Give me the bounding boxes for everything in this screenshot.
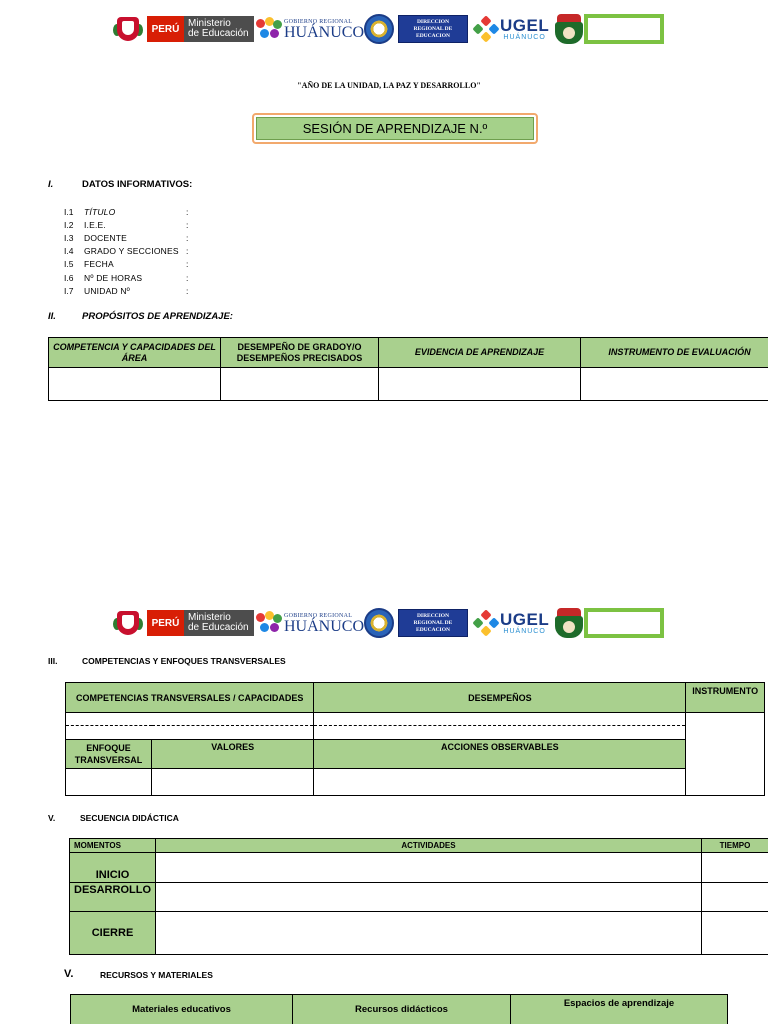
peru-logo: PERÚ: [147, 16, 184, 42]
cell-desempeno[interactable]: [221, 368, 379, 401]
ministerio-educacion-logo: Ministerio de Educación: [184, 16, 254, 42]
cell-evidencia[interactable]: [379, 368, 581, 401]
header-enfoque-transversal: ENFOQUE TRANSVERSAL: [66, 740, 152, 769]
info-row-iee: I.2 I.E.E. :: [64, 219, 189, 230]
info-row-fecha: I.5 FECHA :: [64, 259, 189, 270]
cell-enfoque[interactable]: [66, 769, 152, 796]
cell-inicio-actividades[interactable]: [156, 853, 702, 883]
cell-competencia[interactable]: [49, 368, 221, 401]
section-1-title: DATOS INFORMATIVOS:: [82, 179, 193, 190]
header-desempeno: DESEMPEÑO DE GRADOY/O DESEMPEÑOS PRECISADOS: [221, 338, 379, 368]
info-row-horas: I.6 Nº DE HORAS :: [64, 272, 189, 283]
info-row-docente: I.3 DOCENTE :: [64, 232, 189, 243]
header-actividades: ACTIVIDADES: [156, 839, 702, 853]
cell-desarrollo-tiempo[interactable]: [702, 883, 768, 912]
cell-valores[interactable]: [152, 769, 314, 796]
school-badge-icon: [555, 608, 583, 638]
session-title: SESIÓN DE APRENDIZAJE N.º: [256, 117, 534, 140]
section-5-number: V.: [64, 968, 74, 980]
gobierno-regional-icon: [256, 17, 282, 41]
header-evidencia: EVIDENCIA DE APRENDIZAJE: [379, 338, 581, 368]
cell-acciones[interactable]: [314, 769, 686, 796]
header-materiales-educativos: Materiales educativos: [71, 995, 293, 1024]
info-list: [64, 205, 194, 297]
direccion-regional-logo: DIRECCION REGIONAL DE EDUCACION: [398, 15, 468, 43]
section-3-number: III.: [48, 656, 58, 666]
section-4-number: V.: [48, 813, 56, 823]
ugel-flower-icon: [474, 17, 498, 41]
header-momentos: MOMENTOS: [70, 839, 156, 853]
header-competencias-transversales: COMPETENCIAS TRANSVERSALES / CAPACIDADES: [66, 683, 314, 713]
section-2-title: PROPÓSITOS DE APRENDIZAJE:: [82, 311, 233, 322]
section-1-number: I.: [48, 179, 54, 190]
section-4-title: SECUENCIA DIDÁCTICA: [80, 813, 179, 823]
header-competencia: COMPETENCIA Y CAPACIDADES DEL ÁREA: [49, 338, 221, 368]
section-2-number: II.: [48, 311, 56, 322]
info-row-grado: I.4 GRADO Y SECCIONES :: [64, 246, 189, 257]
gobierno-regional-icon: [256, 611, 282, 635]
school-badge-icon: [555, 14, 583, 44]
peru-coat-of-arms-icon: [113, 608, 143, 638]
gobierno-regional-logo: GOBIERNO REGIONAL HUÁNUCO: [256, 610, 364, 636]
cell-cierre-tiempo[interactable]: [702, 912, 768, 955]
ugel-logo: UGEL HUÁNUCO: [474, 17, 549, 41]
cell-competencias-2[interactable]: [66, 726, 314, 740]
info-row-unidad: I.7 UNIDAD Nº :: [64, 285, 189, 296]
section-5-title: RECURSOS Y MATERIALES: [100, 970, 213, 980]
propositos-table: [48, 337, 768, 401]
ugel-flower-icon: [474, 611, 498, 635]
section-3-title: COMPETENCIAS Y ENFOQUES TRANSVERSALES: [82, 656, 286, 666]
cell-cierre-actividades[interactable]: [156, 912, 702, 955]
dre-emblem-icon: [364, 14, 394, 44]
peru-coat-of-arms-icon: [113, 14, 143, 44]
ministerio-educacion-logo: Ministerio de Educación: [184, 610, 254, 636]
cell-inicio-tiempo[interactable]: [702, 853, 768, 883]
header-espacios-aprendizaje: Espacios de aprendizaje: [511, 995, 728, 1024]
gobierno-regional-logo: GOBIERNO REGIONAL HUÁNUCO: [256, 16, 364, 42]
cell-desarrollo-actividades[interactable]: [156, 883, 702, 912]
header-acciones-observables: ACCIONES OBSERVABLES: [314, 740, 686, 769]
info-row-titulo: I.1 TÍTULO :: [64, 206, 189, 217]
header-logo-strip: [113, 13, 673, 45]
header-tiempo: TIEMPO: [702, 839, 768, 853]
direccion-regional-logo: DIRECCION REGIONAL DE EDUCACION: [398, 609, 468, 637]
row-inicio-label: INICIO: [70, 853, 156, 883]
header-instrumento-iii: INSTRUMENTO: [686, 683, 765, 713]
cell-instrumento-iii[interactable]: [686, 713, 765, 796]
year-motto: "AÑO DE LA UNIDAD, LA PAZ Y DESARROLLO": [297, 81, 481, 90]
competencias-table: [65, 682, 765, 796]
school-name-box: [584, 608, 664, 638]
secuencia-table: [69, 838, 768, 955]
school-name-box: [584, 14, 664, 44]
cell-instrumento[interactable]: [581, 368, 768, 401]
row-desarrollo-label: DESARROLLO: [70, 883, 156, 912]
ugel-logo: UGEL HUÁNUCO: [474, 611, 549, 635]
peru-logo: PERÚ: [147, 610, 184, 636]
cell-competencias-1[interactable]: [66, 713, 314, 726]
cell-desempenos-1[interactable]: [314, 713, 686, 726]
header-valores: VALORES: [152, 740, 314, 769]
session-title-box: [252, 113, 538, 144]
header-recursos-didacticos: Recursos didácticos: [293, 995, 511, 1024]
header-logo-strip-2: [113, 607, 673, 639]
header-desempenos: DESEMPEÑOS: [314, 683, 686, 713]
row-cierre-label: CIERRE: [70, 912, 156, 955]
recursos-table: [70, 994, 728, 1024]
dre-emblem-icon: [364, 608, 394, 638]
cell-desempenos-2[interactable]: [314, 726, 686, 740]
header-instrumento: INSTRUMENTO DE EVALUACIÓN: [581, 338, 768, 368]
